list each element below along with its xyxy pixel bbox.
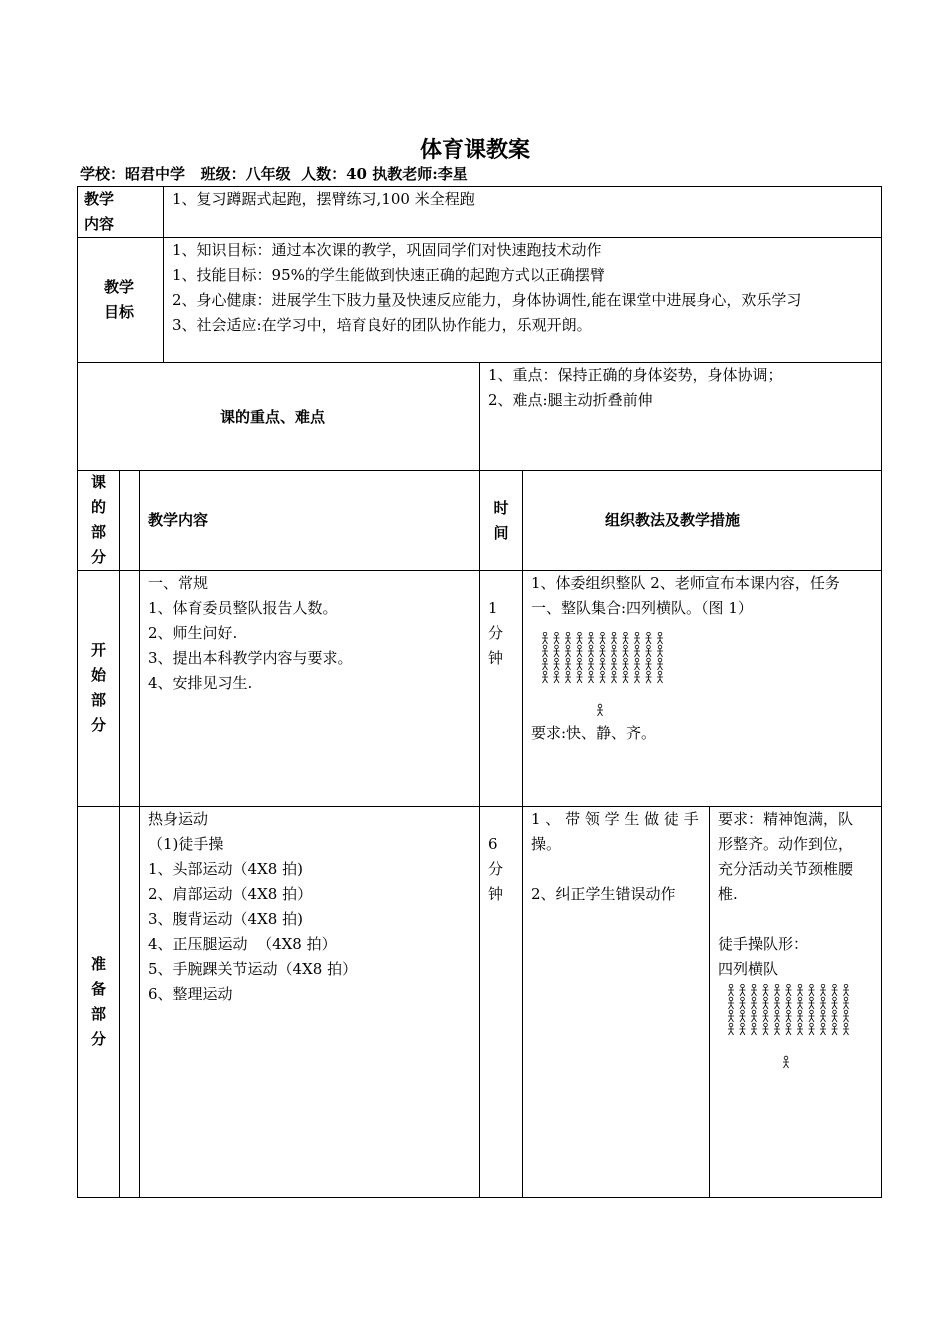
stick-figure-icon (577, 658, 583, 670)
stick-figure-icon (820, 1010, 826, 1022)
stick-figure-icon (554, 671, 560, 683)
stick-figure-icon (554, 658, 560, 670)
stick-figure-icon (774, 1010, 780, 1022)
start-content-item: 3、提出本科教学内容与要求。 (148, 649, 353, 667)
start-time-char: 钟 (488, 649, 504, 667)
stick-figure-icon (809, 984, 815, 996)
prep-content-item: 2、肩部运动（4X8 拍） (148, 885, 313, 903)
stick-figure-icon (600, 671, 606, 683)
stick-figure-icon (634, 632, 640, 644)
stick-figure-icon (634, 658, 640, 670)
stick-figure-icon (623, 632, 629, 644)
header-part-char: 部 (90, 523, 106, 541)
start-content-item: 1、体育委员整队报告人数。 (148, 599, 338, 617)
stick-figure-icon (843, 1023, 849, 1035)
prep-method-item: 1 、 带 领 学 生 做 徒 手 (531, 810, 699, 828)
stick-figure-icon (600, 632, 606, 644)
stick-figure-icon (763, 1023, 769, 1035)
start-label-char: 部 (90, 691, 106, 709)
prep-method-item: 2、纠正学生错误动作 (531, 885, 676, 903)
start-content-item: 2、师生问好. (148, 624, 238, 642)
stick-figure-icon (774, 984, 780, 996)
stick-figure-icon (740, 1023, 746, 1035)
page-title: 体育课教案 (419, 137, 530, 163)
stick-figure-icon (542, 632, 548, 644)
stick-figure-icon (843, 984, 849, 996)
prep-label-char: 部 (90, 1005, 106, 1023)
stick-figure-icon (797, 984, 803, 996)
prep-label-char: 备 (90, 980, 106, 998)
stick-figure-icon (728, 1023, 734, 1035)
stick-figure-icon (565, 632, 571, 644)
stick-figure-icon (774, 997, 780, 1009)
stick-figure-icon (634, 671, 640, 683)
start-label-char: 分 (90, 716, 106, 734)
stick-figure-icon (740, 997, 746, 1009)
start-requirement: 要求:快、静、齐。 (531, 724, 657, 742)
prep-requirement-item: 四列横队 (718, 960, 779, 978)
stick-figure-icon (588, 658, 594, 670)
content-label-line2: 内容 (84, 215, 115, 233)
header-time-char: 间 (493, 524, 509, 542)
stick-figure-icon (832, 997, 838, 1009)
stick-figure-icon (843, 1010, 849, 1022)
start-time-char: 分 (488, 624, 504, 642)
prep-method-item: 操。 (531, 835, 562, 853)
stick-figure-icon (751, 997, 757, 1009)
header-content: 教学内容 (148, 511, 209, 529)
start-content-item: 一、常规 (148, 574, 209, 592)
start-method-item: 一、整队集合:四列横队。（图 1） (531, 599, 753, 617)
stick-figure-icon (740, 984, 746, 996)
stick-figure-icon (623, 671, 629, 683)
stick-figure-icon (751, 1010, 757, 1022)
start-label-char: 开 (90, 641, 106, 659)
stick-figure-icon (809, 997, 815, 1009)
stick-figure-icon (783, 1056, 789, 1068)
stick-figure-icon (728, 984, 734, 996)
stick-figure-icon (577, 671, 583, 683)
stick-figure-icon (763, 1010, 769, 1022)
header-part-char: 的 (90, 498, 106, 516)
prep-content-item: 3、腹背运动（4X8 拍) (148, 910, 303, 928)
header-time (480, 496, 522, 546)
prep-time-char: 分 (488, 860, 504, 878)
stick-figure-icon (588, 671, 594, 683)
stick-figure-icon (763, 984, 769, 996)
content-label-line1: 教学 (84, 190, 115, 208)
stick-figure-icon (623, 645, 629, 657)
stick-figure-icon (565, 671, 571, 683)
stick-figure-icon (597, 704, 603, 716)
stick-figure-icon (623, 658, 629, 670)
stick-figure-icon (588, 632, 594, 644)
stick-figure-icon (797, 1010, 803, 1022)
lesson-meta: 学校：昭君中学 班级：八年级 人数：40 执教老师:李星 (80, 165, 468, 183)
stick-figure-icon (611, 645, 617, 657)
stick-figure-icon (565, 645, 571, 657)
stick-figure-icon (786, 997, 792, 1009)
stick-figure-icon (820, 1023, 826, 1035)
header-time-char: 时 (493, 499, 509, 517)
stick-figure-icon (588, 645, 594, 657)
stick-figure-icon (728, 997, 734, 1009)
stick-figure-icon (832, 1023, 838, 1035)
stick-figure-icon (786, 1023, 792, 1035)
stick-figure-icon (542, 671, 548, 683)
stick-figure-icon (600, 645, 606, 657)
goal-item: 1、知识目标：通过本次课的教学，巩固同学们对快速跑技术动作 (172, 241, 602, 259)
prep-content-item: 4、正压腿运动 （4X8 拍） (148, 935, 337, 953)
stick-figure-icon (751, 984, 757, 996)
stick-figure-icon (786, 984, 792, 996)
stick-figure-formation-icon (726, 984, 863, 1072)
key-points-label: 课的重点、难点 (220, 408, 326, 426)
stick-figure-icon (809, 1010, 815, 1022)
stick-figure-formation-icon (540, 632, 677, 720)
prep-requirement-item: 形整齐。动作到位， (718, 835, 854, 853)
stick-figure-icon (646, 632, 652, 644)
stick-figure-icon (728, 1010, 734, 1022)
stick-figure-icon (646, 658, 652, 670)
stick-figure-icon (565, 658, 571, 670)
prep-requirement-item: 充分活动关节颈椎腰 (718, 860, 854, 878)
stick-figure-icon (832, 1010, 838, 1022)
prep-content-item: 5、手腕踝关节运动（4X8 拍） (148, 960, 358, 978)
stick-figure-icon (554, 645, 560, 657)
stick-figure-icon (646, 671, 652, 683)
prep-content-item: （1)徒手操 (148, 835, 224, 853)
goal-item: 1、技能目标：95%的学生能做到快速正确的起跑方式以正确摆臂 (172, 266, 605, 284)
stick-figure-icon (577, 632, 583, 644)
start-label-char: 始 (90, 666, 106, 684)
header-part-char: 分 (90, 548, 106, 566)
stick-figure-icon (542, 658, 548, 670)
goal-item: 3、社会适应:在学习中，培育良好的团队协作能力，乐观开朗。 (172, 316, 592, 334)
prep-content-item: 热身运动 (148, 810, 209, 828)
stick-figure-icon (577, 645, 583, 657)
stick-figure-icon (809, 1023, 815, 1035)
stick-figure-icon (820, 997, 826, 1009)
prep-label-char: 分 (90, 1030, 106, 1048)
start-time-char: 1 (488, 599, 498, 617)
start-part-label (78, 638, 119, 738)
stick-figure-icon (646, 645, 652, 657)
stick-figure-icon (657, 658, 663, 670)
stick-figure-icon (657, 645, 663, 657)
prep-content-item: 1、头部运动（4X8 拍) (148, 860, 303, 878)
goals-label-line1: 教学 (104, 278, 135, 296)
stick-figure-icon (554, 632, 560, 644)
stick-figure-icon (763, 997, 769, 1009)
stick-figure-icon (820, 984, 826, 996)
stick-figure-icon (740, 1010, 746, 1022)
stick-figure-icon (611, 632, 617, 644)
stick-figure-icon (657, 671, 663, 683)
prep-label-char: 准 (90, 955, 106, 973)
header-method: 组织教法及教学措施 (605, 511, 741, 529)
stick-figure-icon (832, 984, 838, 996)
goal-item: 2、身心健康：进展学生下肢力量及快速反应能力，身体协调性,能在课堂中进展身心，欢乐学习 (172, 291, 802, 309)
stick-figure-icon (542, 645, 548, 657)
prep-time-char: 钟 (488, 885, 504, 903)
prep-requirement-item: 要求：精神饱满，队 (718, 810, 854, 828)
header-part (78, 470, 119, 570)
stick-figure-icon (611, 671, 617, 683)
stick-figure-icon (657, 632, 663, 644)
stick-figure-icon (786, 1010, 792, 1022)
goals-label-line2: 目标 (104, 303, 135, 321)
header-part-char: 课 (90, 473, 106, 491)
key-point-item: 2、难点:腿主动折叠前伸 (488, 391, 653, 409)
key-point-item: 1、重点：保持正确的身体姿势，身体协调； (488, 366, 783, 384)
stick-figure-icon (751, 1023, 757, 1035)
stick-figure-icon (634, 645, 640, 657)
stick-figure-icon (797, 1023, 803, 1035)
start-method-item: 1、体委组织整队 2、老师宣布本课内容，任务 (531, 574, 840, 592)
start-content-item: 4、安排见习生. (148, 674, 253, 692)
prep-requirement-item: 椎. (718, 885, 738, 903)
stick-figure-icon (774, 1023, 780, 1035)
prep-part-label (78, 952, 119, 1052)
stick-figure-icon (797, 997, 803, 1009)
content-text: 1、复习蹲踞式起跑，摆臂练习,100 米全程跑 (172, 190, 475, 208)
prep-requirement-item: 徒手操队形： (718, 935, 809, 953)
stick-figure-icon (600, 658, 606, 670)
prep-time-char: 6 (488, 835, 498, 853)
prep-content-item: 6、整理运动 (148, 985, 233, 1003)
stick-figure-icon (843, 997, 849, 1009)
stick-figure-icon (611, 658, 617, 670)
